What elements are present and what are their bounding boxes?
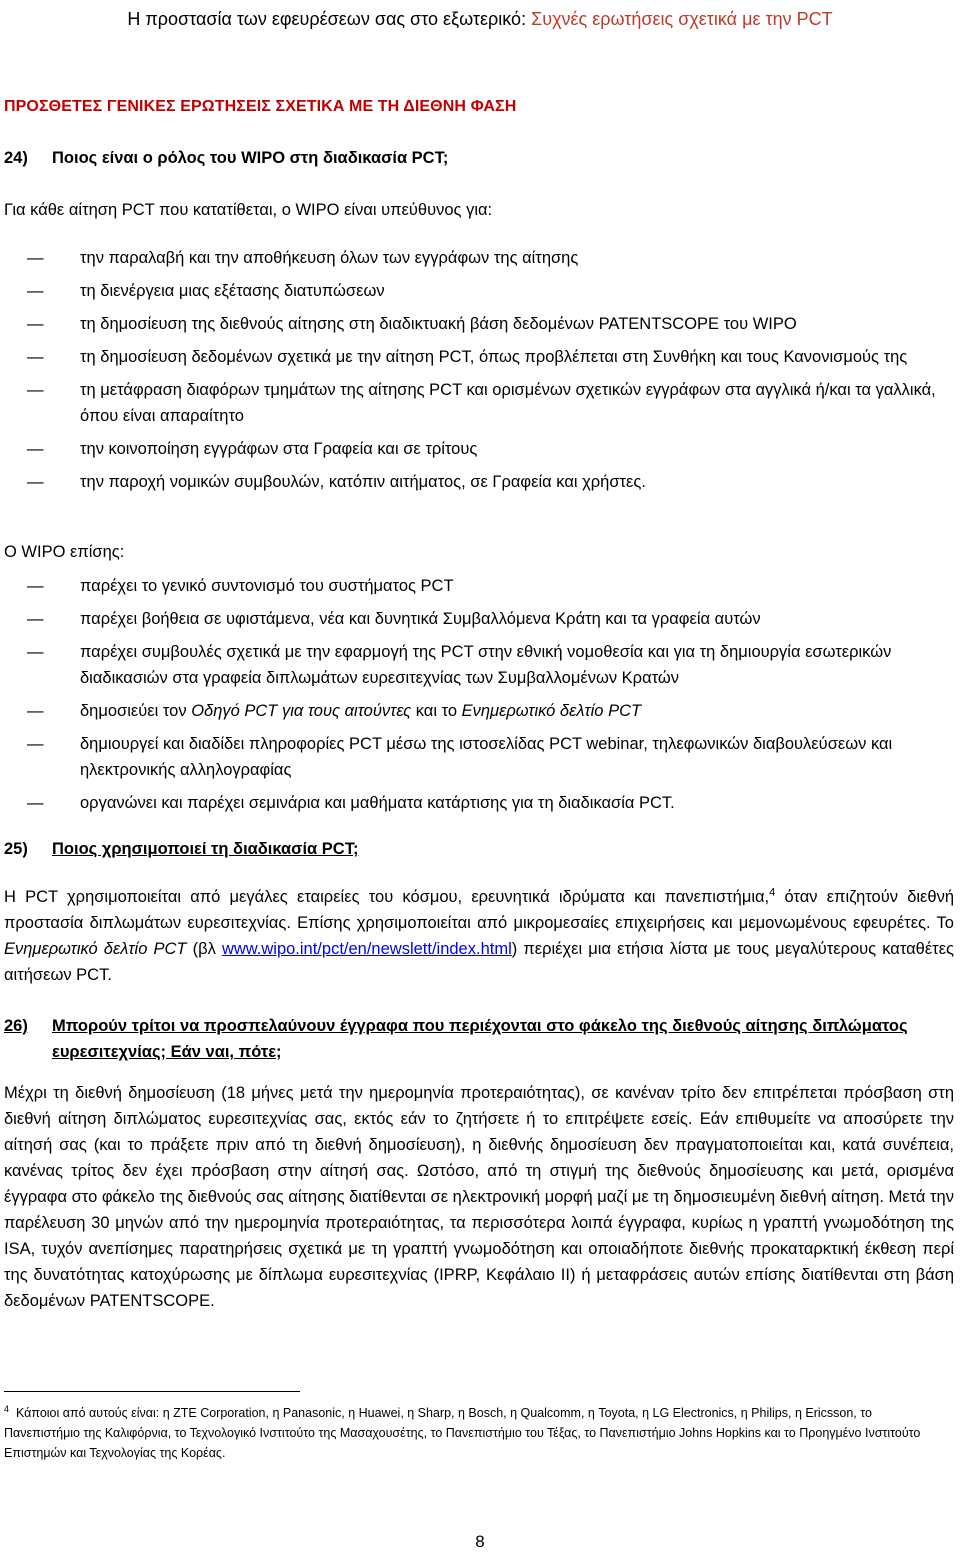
list-item: — παρέχει βοήθεια σε υφιστάμενα, νέα και δυνητικά Συμβαλλόμενα Κράτη και τα γραφεία αυτών — [0, 606, 955, 632]
question-number: 26) — [4, 1017, 28, 1035]
answer-text: (βλ — [186, 940, 222, 958]
q24-responsibilities-list — [0, 245, 955, 495]
section-title: ΠΡΟΣΘΕΤΕΣ ΓΕΝΙΚΕΣ ΕΡΩΤΗΣΕΙΣ ΣΧΕΤΙΚΑ ΜΕ ΤΗ ΔΙΕΘΝΗ ΦΑΣΗ — [4, 98, 517, 115]
footnote-text: Κάποιοι από αυτούς είναι: η ZTE Corporation, η Panasonic, η Huawei, η Sharp, η Bosch, η Qualcomm, η Toyota, η LG Electronics, η Philips, η Ericsson, το Πανεπιστήμιο της Καλιφόρνια, το Τεχνολογικό Ινστιτούτο της Μασαχουσέτης, το Πανεπιστήμιο του Τέξας, το Πανεπιστήμιο Johns Hopkins και το Προηγμένο Ινστιτούτο Επιστημών και Τεχνολογίας της Κορέας. — [4, 1406, 921, 1460]
question-number: 24) — [4, 149, 28, 167]
newsletter-title: Ενημερωτικό δελτίο PCT — [4, 940, 187, 958]
answer-text: όταν επιζητούν διεθνή προστασία διπλωμάτων ευρεσιτεχνίας. Επίσης χρησιμοποιείται από μικρομεσαίες επιχειρήσεις και μεμονωμένους εφευρέτες. Το — [4, 888, 955, 932]
list-item — [0, 698, 955, 724]
q24-also-list — [0, 573, 955, 816]
footnote-marker: 4 — [4, 1403, 10, 1414]
list-item: — την κοινοποίηση εγγράφων στα Γραφεία και σε τρίτους — [0, 436, 955, 462]
question-25-heading — [4, 840, 358, 859]
list-item: — τη μετάφραση διαφόρων τμημάτων της αίτησης PCT και ορισμένων σχετικών εγγράφων στα αγγλικά ή/και τα γαλλικά, όπου είναι απαραίτητο — [0, 377, 955, 429]
question-text: Ποιος χρησιμοποιεί τη διαδικασία PCT; — [52, 840, 359, 858]
page-number: 8 — [475, 1532, 485, 1551]
list-item: — τη δημοσίευση της διεθνούς αίτησης στη διαδικτυακή βάση δεδομένων PATENTSCOPE του WIPO — [0, 311, 955, 337]
question-26-heading — [4, 1013, 934, 1065]
q24-also-intro: Ο WIPO επίσης: — [4, 543, 125, 561]
list-item: — την παροχή νομικών συμβουλών, κατόπιν αιτήματος, σε Γραφεία και χρήστες. — [0, 469, 955, 495]
list-item: — τη δημοσίευση δεδομένων σχετικά με την αίτηση PCT, όπως προβλέπεται στη Συνθήκη και τους Κανονισμούς της — [0, 344, 955, 370]
footnote-separator — [4, 1391, 300, 1392]
list-item: — δημιουργεί και διαδίδει πληροφορίες PCT μέσω της ιστοσελίδας PCT webinar, τηλεφωνικών διαβουλεύσεων και ηλεκτρονικής αλληλογραφίας — [0, 731, 955, 783]
q24-intro: Για κάθε αίτηση PCT που κατατίθεται, ο WIPO είναι υπεύθυνος για: — [4, 201, 493, 219]
list-item: — οργανώνει και παρέχει σεμινάρια και μαθήματα κατάρτισης για τη διαδικασία PCT. — [0, 790, 955, 816]
q25-answer — [4, 884, 954, 988]
list-item: — την παραλαβή και την αποθήκευση όλων των εγγράφων της αίτησης — [0, 245, 955, 271]
answer-text: ) περιέχει μια ετήσια λίστα με τους μεγαλύτερους καταθέτες αιτήσεων PCT. — [4, 940, 954, 984]
footnote — [4, 1403, 949, 1463]
page-header — [0, 8, 960, 30]
header-title: Η προστασία των εφευρέσεων σας στο εξωτερικό: — [127, 9, 527, 29]
question-text: Μπορούν τρίτοι να προσπελαύνουν έγγραφα που περιέχονται στο φάκελο της διεθνούς αίτησης διπλώματος ευρεσιτεχνίας; Εάν ναι, πότε; — [52, 1017, 908, 1061]
guide-title: Οδηγό PCT για τους αιτούντες — [191, 702, 412, 720]
question-text: Ποιος είναι ο ρόλος του WIPO στη διαδικασία PCT; — [52, 149, 449, 167]
header-title-accent: Συχνές ερωτήσεις σχετικά με την PCT — [531, 9, 833, 29]
list-item: — παρέχει το γενικό συντονισμό του συστήματος PCT — [0, 573, 955, 599]
answer-text: Η PCT χρησιμοποιείται από μεγάλες εταιρείες του κόσμου, ερευνητικά ιδρύματα και πανεπιστήμια, — [4, 888, 770, 906]
list-item: — τη διενέργεια μιας εξέτασης διατυπώσεων — [0, 278, 955, 304]
publish-pre: δημοσιεύει τον — [80, 702, 192, 720]
q26-answer: Μέχρι τη διεθνή δημοσίευση (18 μήνες μετά την ημερομηνία προτεραιότητας), σε κανέναν τρίτο δεν επιτρέπεται πρόσβαση στη διεθνή αίτηση διπλώματος ευρεσιτεχνίας σας, εκτός εάν το ζητήσετε ή το επιτρέψετε εσείς. Εάν επιθυμείτε να αποσύρετε την αίτησή σας (και το πράξετε πριν από τη διεθνή δημοσίευση), η διεθνής δημοσίευση δεν πραγματοποιείται και, κατά συνέπεια, κανένας τρίτος δεν έχει πρόσβαση στην αίτησή σας. Ωστόσο, από τη στιγμή της διεθνούς δημοσίευσης και μετά, ορισμένα έγγραφα στο φάκελο της διεθνούς σας αίτησης διατίθενται σε ηλεκτρονική μορφή μαζί με τη δημοσιευμένη διεθνή αίτηση. Μετά την παρέλευση 30 μηνών από την ημερομηνία προτεραιότητας, τα περισσότερα λοιπά έγγραφα, κυρίως η γραπτή γνωμοδότηση της ISA, τυχόν ανεπίσημες παρατηρήσεις σχετικά με τη γραπτή γνωμοδότηση και οποιαδήποτε διεθνής προκαταρκτική έκθεση περί της δυνατότητας κατοχύρωσης με δίπλωμα ευρεσιτεχνίας (IPRP, Κεφάλαιο II) ή μεταφράσεις αυτών επίσης διατίθενται στη βάση δεδομένων PATENTSCOPE. — [4, 1084, 954, 1310]
newsletter-link[interactable]: www.wipo.int/pct/en/newslett/index.html — [221, 940, 512, 958]
newsletter-title: Ενημερωτικό δελτίο PCT — [461, 702, 642, 720]
publish-mid: και το — [411, 702, 462, 720]
footnote-ref[interactable]: 4 — [769, 886, 776, 899]
question-24-heading — [4, 149, 448, 168]
list-item: — παρέχει συμβουλές σχετικά με την εφαρμογή της PCT στην εθνική νομοθεσία και για τη δημιουργία εσωτερικών διαδικασιών στα γραφεία διπλωμάτων ευρεσιτεχνίας των Συμβαλλομένων Κρατών — [0, 639, 955, 691]
question-number: 25) — [4, 840, 28, 858]
